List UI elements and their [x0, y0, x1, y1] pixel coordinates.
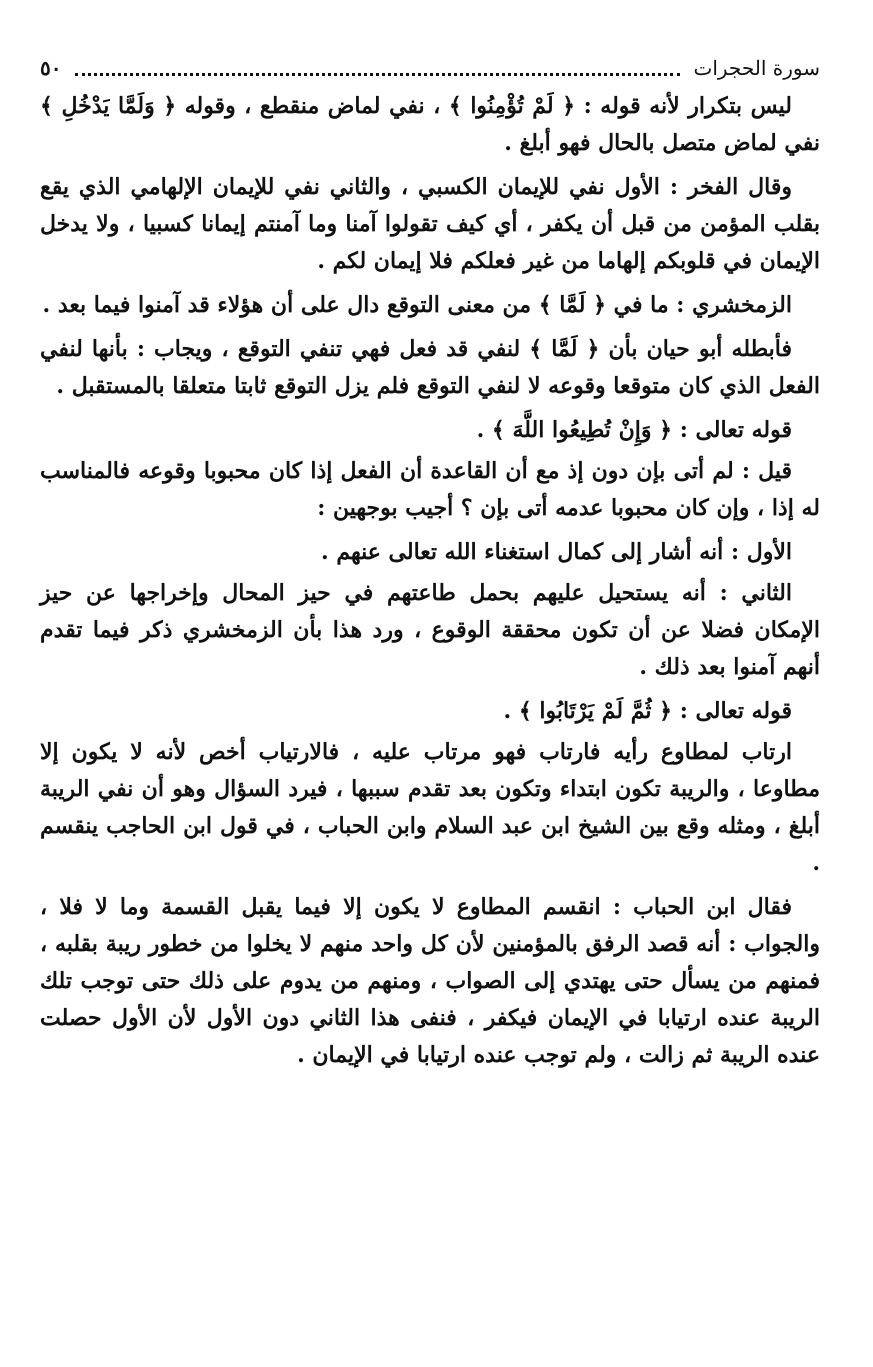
verse-heading-1: قوله تعالى : ﴿ وَإِنْ تُطِيعُوا اللَّهَ ﴾ . — [476, 417, 792, 443]
paragraph-5: قيل : لم أتى بإن دون إذ مع أن القاعدة أن الفعل إذا كان محبوبا وقوعه فالمناسب له إذا ، وإن كان محبوبا عدمه أتى بإن ؟ أجيب بوجهين : — [40, 458, 820, 521]
page-number: ٥٠ — [40, 56, 62, 80]
book-page — [40, 48, 820, 1081]
paragraph-1: ليس بتكرار لأنه قوله : ﴿ لَمْ تُؤْمِنُوا ﴾ ، نفي لماض منقطع ، وقوله ﴿ وَلَمَّا يَدْخُلِ ﴾ نفي لماض متصل بالحال فهو أبلغ . — [40, 93, 820, 156]
paragraph-7: الثاني : أنه يستحيل عليهم بحمل طاعتهم في حيز المحال وإخراجها عن حيز الإمكان فضلا عن أن تكون محققة الوقوع ، ورد هذا بأن الزمخشري ذكر فيما تقدم أنهم آمنوا بعد ذلك . — [40, 580, 820, 680]
paragraph-3: الزمخشري : ما في ﴿ لَمَّا ﴾ من معنى التوقع دال على أن هؤلاء قد آمنوا فيما بعد . — [42, 292, 792, 318]
paragraph-9: فقال ابن الحباب : انقسم المطاوع لا يكون إلا فيما يقبل القسمة وما لا فلا ، والجواب : أنه قصد الرفق بالمؤمنين لأن كل واحد منهم لا يخلوا من خطور ريبة بقلبه ، فمنهم من يسأل حتى يهتدي إلى الصواب ، ومنهم من يدوم على ذلك حتى توجب تلك الريبة عنده ارتيابا في الإيمان فيكفر ، فنفى هذا الثاني دون الأول لأن الأول حصلت عنده الريبة ثم زالت ، ولم توجب عنده ارتيابا في الإيمان . — [40, 894, 820, 1068]
paragraph-2: وقال الفخر : الأول نفي للإيمان الكسبي ، والثاني نفي للإيمان الإلهامي الذي يقع بقلب المؤمن من قبل أن يكفر ، أي كيف تقولوا آمنا وما آمنتم إيمانا كسبيا ، ولا يدخل الإيمان في قلوبكم إلهاما من غير فعلكم فلا إيمان لكم . — [40, 174, 820, 274]
paragraph-6: الأول : أنه أشار إلى كمال استغناء الله تعالى عنهم . — [321, 539, 792, 565]
paragraph-4: فأبطله أبو حيان بأن ﴿ لَمَّا ﴾ لنفي قد فعل فهي تنفي التوقع ، ويجاب : بأنها لنفي الفعل الذي كان متوقعا وقوعه لا لنفي التوقع فلم يزل التوقع ثابتا متعلقا بالمستقبل . — [40, 336, 820, 399]
verse-heading-2: قوله تعالى : ﴿ ثُمَّ لَمْ يَرْتَابُوا ﴾ . — [503, 698, 792, 724]
header-dotted-leader — [75, 61, 679, 76]
paragraph-8: ارتاب لمطاوع رأيه فارتاب فهو مرتاب عليه ، فالارتياب أخص لأنه لا يكون إلا مطاوعا ، والريبة تكون ابتداء وتكون بعد تقدم سببها ، فيرد السؤال وهو أن نفي الريبة أبلغ ، ومثله وقع بين الشيخ ابن عبد السلام وابن الحباب ، في قول ابن الحاجب ينقسم . — [40, 739, 820, 876]
surah-title: سورة الحجرات — [693, 56, 820, 80]
page-header — [40, 48, 820, 88]
